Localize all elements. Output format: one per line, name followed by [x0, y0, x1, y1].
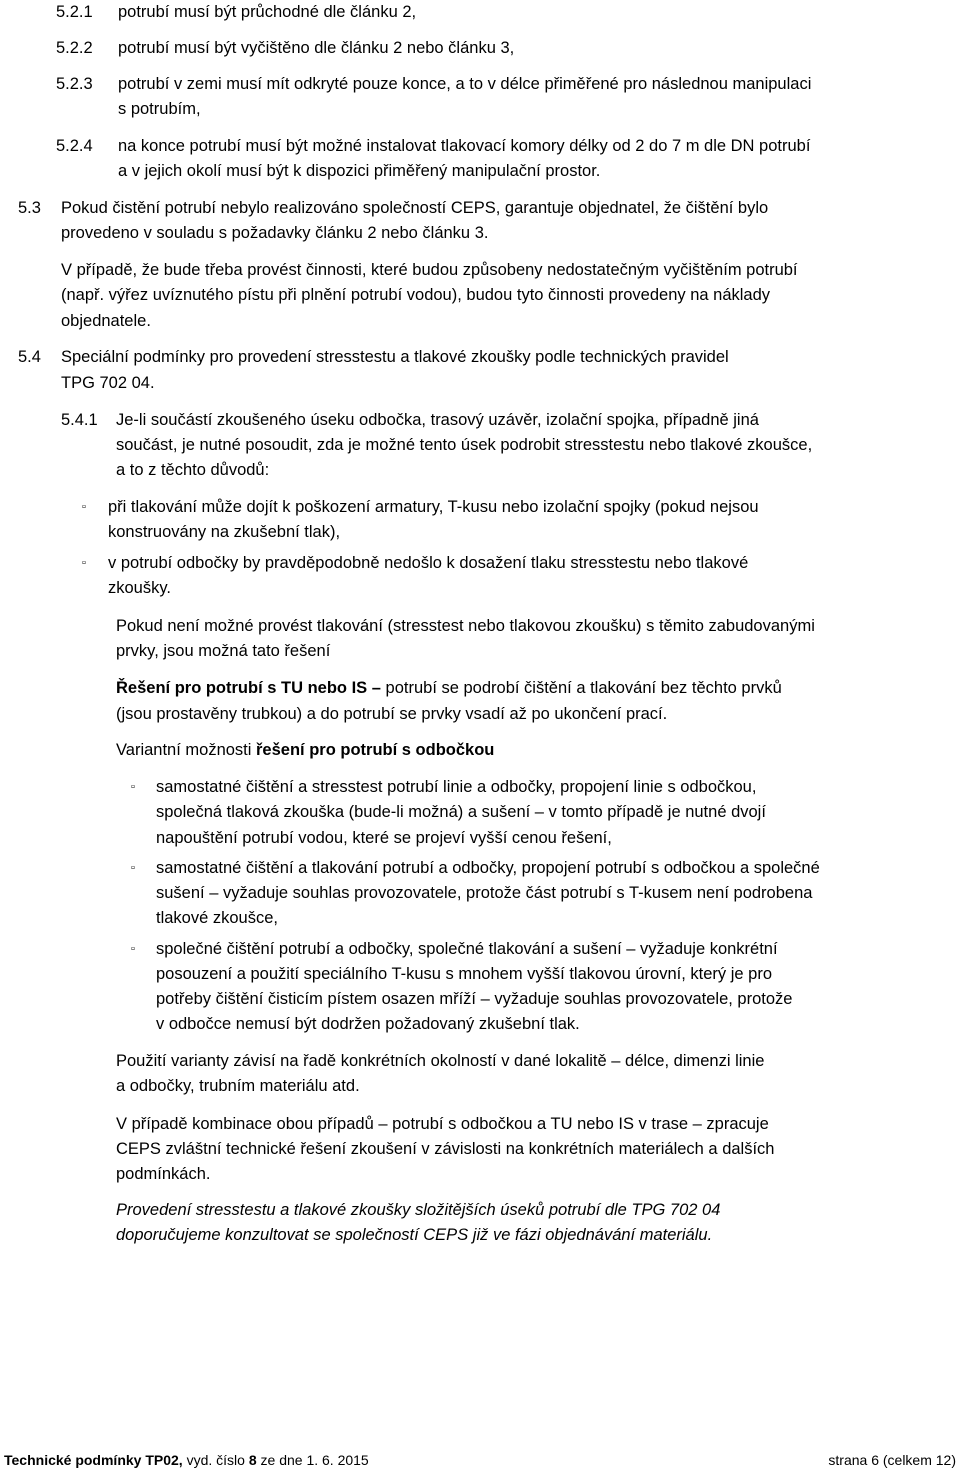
footer-edition-label: vyd. číslo — [182, 1452, 249, 1468]
item-text: s potrubím, — [118, 100, 201, 118]
list-item: sušení – vyžaduje souhlas provozovatele, protože část potrubí s T-kusem není podrobena — [156, 884, 813, 902]
page-footer-left — [4, 1451, 369, 1469]
list-item: posouzení a použití speciálního T-kusu s mnohem vyšší tlakovou úrovní, který je pro — [156, 965, 773, 983]
list-item: samostatné čištění a tlakování potrubí a odbočky, propojení potrubí s odbočkou a společné — [156, 859, 820, 877]
subsection-text: Je-li součástí zkoušeného úseku odbočka, trasový uzávěr, izolační spojka, případně jiná — [116, 411, 759, 429]
section-text: Speciální podmínky pro provedení stresstestu a tlakové zkoušky podle technických pravidel — [61, 348, 729, 366]
paragraph: Pokud není možné provést tlakování (stresstest nebo tlakovou zkoušku) s těmito zabudovanými — [116, 617, 815, 635]
paragraph: prvky, jsou možná tato řešení — [116, 642, 331, 660]
bullet-icon: ▫ — [131, 781, 135, 793]
variants-intro: Variantní možnosti — [116, 741, 257, 759]
section-number: 5.4 — [18, 348, 41, 366]
paragraph: podmínkách. — [116, 1165, 211, 1183]
item-text: potrubí v zemi musí mít odkryté pouze konce, a to v délce přiměřené pro následnou manipulaci — [118, 75, 812, 93]
list-item: při tlakování může dojít k poškození armatury, T-kusu nebo izolační spojky (pokud nejsou — [108, 498, 759, 516]
recommendation-note: doporučujeme konzultovat se společností CEPS již ve fázi objednávání materiálu. — [116, 1226, 713, 1244]
list-item: v potrubí odbočky by pravděpodobně nedošlo k dosažení tlaku stresstestu nebo tlakové — [108, 554, 749, 572]
list-item: společné čištění potrubí a odbočky, společné tlakování a sušení – vyžaduje konkrétní — [156, 940, 778, 958]
footer-edition-number: 8 — [248, 1452, 257, 1468]
item-number: 5.2.1 — [56, 3, 93, 21]
variants-heading: řešení pro potrubí s odbočkou — [256, 741, 495, 759]
subsection-text: součást, je nutné posoudit, zda je možné tento úsek podrobit stresstestu nebo tlakové zkoušce, — [116, 436, 813, 454]
list-item: samostatné čištění a stresstest potrubí linie a odbočky, propojení linie s odbočkou, — [156, 778, 757, 796]
section-paragraph: objednatele. — [61, 312, 151, 330]
footer-date: ze dne 1. 6. 2015 — [256, 1452, 369, 1468]
subsection-number: 5.4.1 — [61, 411, 98, 429]
bullet-icon: ▫ — [82, 501, 86, 513]
bullet-icon: ▫ — [131, 862, 135, 874]
list-item: tlakové zkoušce, — [156, 909, 278, 927]
item-text: potrubí musí být průchodné dle článku 2, — [118, 3, 417, 21]
solution-text: potrubí se podrobí čištění a tlakování bez těchto prvků — [380, 679, 782, 697]
list-item: napouštění potrubí vodou, které se projeví vyšší cenou řešení, — [156, 829, 612, 847]
page-number: strana 6 (celkem 12) — [828, 1452, 956, 1468]
item-text: na konce potrubí musí být možné instalovat tlakovací komory délky od 2 do 7 m dle DN potrubí — [118, 137, 811, 155]
paragraph — [116, 676, 782, 702]
item-text: potrubí musí být vyčištěno dle článku 2 nebo článku 3, — [118, 39, 515, 57]
section-paragraph: (např. výřez uvíznutého pístu při plnění potrubí vodou), budou tyto činnosti provedeny na náklady — [61, 286, 771, 304]
section-paragraph: V případě, že bude třeba provést činnosti, které budou způsobeny nedostatečným vyčištěním potrubí — [61, 261, 798, 279]
paragraph: Použití varianty závisí na řadě konkrétních okolností v dané lokalitě – délce, dimenzi linie — [116, 1052, 765, 1070]
solution-heading: Řešení pro potrubí s TU nebo IS – — [116, 679, 381, 697]
list-item: potřeby čištění čisticím pístem osazen mříží – vyžaduje souhlas provozovatele, protože — [156, 990, 793, 1008]
item-number: 5.2.3 — [56, 75, 93, 93]
section-number: 5.3 — [18, 199, 41, 217]
paragraph: CEPS zvláštní technické řešení zkoušení v závislosti na konkrétních materiálech a dalších — [116, 1140, 775, 1158]
list-item: konstruovány na zkušební tlak), — [108, 523, 341, 541]
item-number: 5.2.4 — [56, 137, 93, 155]
list-item: zkoušky. — [108, 579, 171, 597]
section-text: provedeno v souladu s požadavky článku 2 nebo článku 3. — [61, 224, 489, 242]
item-number: 5.2.2 — [56, 39, 93, 57]
paragraph: (jsou prostavěny trubkou) a do potrubí se prvky vsadí až po ukončení prací. — [116, 705, 668, 723]
section-text: TPG 702 04. — [61, 374, 155, 392]
bullet-icon: ▫ — [131, 943, 135, 955]
footer-doc-title: Technické podmínky TP02, — [4, 1452, 183, 1468]
section-text: Pokud čistění potrubí nebylo realizováno společností CEPS, garantuje objednatel, že čištění bylo — [61, 199, 769, 217]
bullet-icon: ▫ — [82, 557, 86, 569]
paragraph — [116, 738, 494, 764]
list-item: společná tlaková zkouška (bude-li možná) a sušení – v tomto případě je nutné dvojí — [156, 803, 766, 821]
recommendation-note: Provedení stresstestu a tlakové zkoušky složitějších úseků potrubí dle TPG 702 04 — [116, 1201, 721, 1219]
paragraph: V případě kombinace obou případů – potrubí s odbočkou a TU nebo IS v trase – zpracuje — [116, 1115, 769, 1133]
list-item: v odbočce nemusí být dodržen požadovaný zkušební tlak. — [156, 1015, 580, 1033]
paragraph: a odbočky, trubním materiálu atd. — [116, 1077, 360, 1095]
subsection-text: a to z těchto důvodů: — [116, 461, 270, 479]
item-text: a v jejich okolí musí být k dispozici přiměřený manipulační prostor. — [118, 162, 601, 180]
